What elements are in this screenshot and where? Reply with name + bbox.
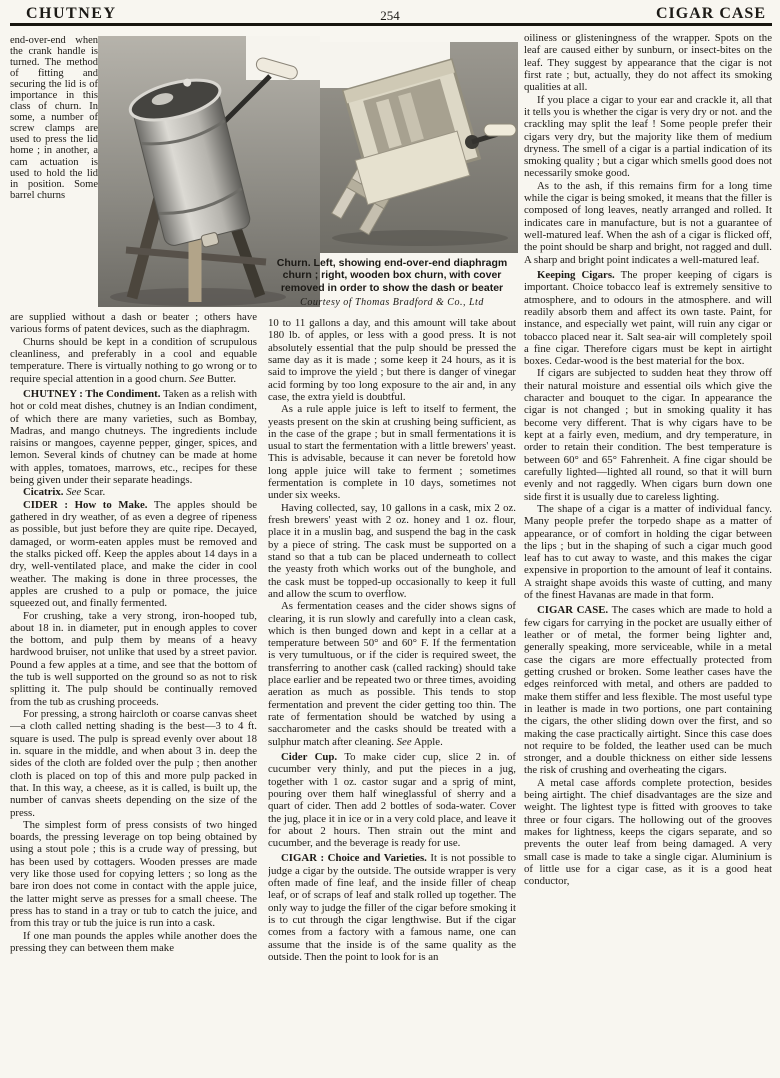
paragraph: As fermentation ceases and the cider shows signs of clearing, it is run slowly and carefully into a clean cask, which is then bunged down and kept in a cellar at a temperature between 50° and 60° F. If the fermentation is very tumultuous, or if the cider is required sweet, the transferring to another cask (called racking) should take place earlier and be repeated two or three times, avoiding aeration as much as possible. This tends to stop fermentation and prevent the cider getting too thin. The rate of fermentation should be watched by using a saccharometer and the casks should be treated with a sulphur match after cleaning. See Apple.	[268, 600, 516, 748]
paragraph: As to the ash, if this remains firm for a long time while the cigar is being smoked, it means that the filler is composed of long leaves, neatly arranged and rolled. It indicates care in manufacture, but is not a guarantee of well-matured leaf. When the ash of a cigar is flicked off, the point should be sharp and bright, not ragged and dull. A sharp and bright point indicates a well-matured leaf.	[524, 179, 772, 266]
churn-photo-right	[320, 42, 518, 253]
paragraph: If one man pounds the apples while another does the pressing they can between them make	[10, 929, 257, 954]
paragraph: are supplied without a dash or beater ; others have various forms of patent devices, such as the diaphragm.	[10, 311, 257, 336]
paragraph: As a rule apple juice is left to itself to ferment, the yeasts present on the skin at crushing being sufficient, as in the case of the grape ; but in small fermentations it is usual to start the fermentation with a little brewers' yeast. This is advisable, because it can never be foretold how long apple juice will take to ferment ; sometimes fermentation is complete in 10 days, sometimes not under six weeks.	[268, 403, 516, 502]
paragraph: If you place a cigar to your ear and crackle it, all that it tells you is whether the cigar is very dry or not. and the crackling may split the leaf ! Some people prefer their cigars very dry, but the majority like them of medium dryness. The smell of a cigar is a partial indication of its smoking quality ; but a cigar which smells good does not necessarily smoke good.	[524, 93, 772, 180]
column-left	[10, 311, 257, 1073]
figure-credit: Courtesy of Thomas Bradford & Co., Ltd	[300, 297, 484, 308]
entry-cicatrix: Cicatrix. See Scar.	[23, 486, 106, 499]
paragraph: A metal case affords complete protection, besides being airtight. The chief disadvantages are the size and weight. The lightest type is fitted with grooves to take three or four cigars. The hollowing out of the grooves makes for lightness, keeps the cigars separate, and so prevents the outer leaf from being damaged. A very small case is made to take a single cigar. Aluminium is of little use for a cigar case, as it is a good heat conductor,	[524, 776, 772, 888]
paragraph: The shape of a cigar is a matter of individual fancy. Many people prefer the torpedo shape as a matter of appearance, or of comfort in holding the cigar between the lips ; but in the shaping of such a cigar much good leaf has to cut away to waste, and this makes the cigar expensive in proportion to the amount of leaf it contains. A straight shape avoids this waste of cutting, and many of the finest Havanas are made in that form.	[524, 502, 772, 602]
paragraph: Churns should be kept in a condition of scrupulous cleanliness, and preferably in a cool and equable temperature. There is virtually nothing to go wrong or to require special attention in a good churn. See Butter.	[10, 335, 257, 385]
entry-keeping-cigars: Keeping Cigars. The proper keeping of cigars is important. Choice tobacco leaf is extremely sensitive to atmosphere, and to odours in the atmosphere. and will readily absorb them and affect its own taste. Paint, for instance, and especially wet paint, will ruin any cigar or tobacco placed near it. Salt sea-air will completely spoil a fine cigar. Therefore cigars must be kept in airtight boxes. Cedar-wood is the best material for the box.	[524, 268, 772, 368]
entry-cider: CIDER : How to Make. The apples should be gathered in dry weather, of as even a degree of ripeness as possible, but just before they are quite ripe. Decayed, damaged, or worm-eaten apples must be removed and the stalks picked off. Keep the apples about 14 days in a dry, well-ventilated place, and make the cider in cool weather. The making is done in three processes, the apples are crushed to a pulp or pomace, the juice squeezed out, and finally fermented.	[10, 498, 257, 610]
running-head-left: CHUTNEY	[26, 5, 117, 22]
paragraph: For crushing, take a very strong, iron-hooped tub, about 18 in. in diameter, put in enough apples to cover the bottom, and pulp them by means of a heavy hardwood bruiser, not unlike that used by a street pavior. Pound a few apples at a time, and see that the bottom of the tub is well supported on the ground so as not to risk splitting it. The pulp should be continually removed from the tub as crushing proceeds.	[10, 609, 257, 708]
page-number: 254	[380, 8, 400, 23]
paragraph: oiliness or glisteningness of the wrapper. Spots on the leaf are caused either by sunburn, or insect-bites on the leaf. They suggest by appearance that the cigar is not first rate ; but, actually, they do not affect its smoking qualities at all.	[524, 32, 772, 94]
paragraph: For pressing, a strong haircloth or coarse canvas sheet—a cloth called netting shading is the best—3 to 4 ft. square is used. The pulp is spread evenly over about 18 in. square in the middle, and when about 3 in. deep the sides of the cloth are folded over the pulp ; then another cloth is placed on top of this and more pulp packed in that. In this way, a cheese, as it is called, is built up, the number of canvas sheets depending on the size of the press.	[10, 708, 257, 819]
header-rule	[10, 23, 772, 26]
paragraph: Having collected, say, 10 gallons in a cask, mix 2 oz. fresh brewers' yeast with 2 oz. honey and 1 oz. flour, place it in a muslin bag, and suspend the bag in the cask by a piece of string. The cask must be supported on a stand so that a tub can be placed underneath to collect the yeasty froth which works out of the bunghole, and the cask must be topped-up occasionally to keep it full and allow the scum to overflow.	[268, 501, 516, 600]
running-head-right: CIGAR CASE	[655, 5, 766, 22]
figure-caption: Churn. Left, showing end-over-end diaphragm churn ; right, wooden box churn, with cover removed in order to show the dash or beater	[276, 257, 508, 294]
column-right	[524, 32, 772, 1073]
entry-cigar: CIGAR : Choice and Varieties. It is not possible to judge a cigar by the outside. The outside wrapper is very often made of fine leaf, and the inside filler of cheap leaf, or of scraps of leaf and stalk rolled up together. The only way to judge the filler of the cigar before smoking it is to cut through the cigar lengthwise. But if the cigar comes from a factory with a famous name, one can assume that the inside is of the same quality as the outside. Then the point to look for is an	[268, 852, 516, 963]
entry-cigar-case: CIGAR CASE. The cases which are made to hold a few cigars for carrying in the pocket are usually either of leather or of metal, the former being lighter and, generally speaking, more serviceable, while in a metal case the cigars are more effectually protected from getting crushed or broken. Some leather cases have the edges reinforced with metal, and others are padded to make them stiffer and less flexible. The most useful type in leather is made in two portions, one part containing the cigars, the other sliding down over the first, and so making the case practically airtight. Since this case does not require to be folded, the leather used can be much stronger, and a double thickness on either side lessens the risk of crushing and overheating the cigars.	[524, 604, 772, 777]
entry-cider-cup: Cider Cup. To make cider cup, slice 2 in. of cucumber very thinly, and put the pieces in a jug, together with 1 oz. castor sugar and a sprig of mint, pouring over them half wineglassful of sherry and a quart of cider. Then add 2 bottles of soda-water. Cover the jug, place it in ice or in a very cold place, and leave it for about 2 hours. Then strain out the mint and cucumber, and the beverage is ready for use.	[268, 750, 516, 850]
paragraph: If cigars are subjected to sudden heat they throw off their natural moisture and essential oils which give the character and bouquet to the cigar. In appearance the cigar is not changed ; but in smoking quality it has become very different. That is why cigars have to be kept at a fairly even, medium, and dry temperature, in order to retain their condition. The best temperature is between 60° and 65° Fahrenheit. A fine cigar should be carefully lighted—lighted all round, so that it will burn evenly and not raggedly. When cigars burn down one side first it is usually due to careless lighting.	[524, 367, 772, 503]
paragraph: The simplest form of press consists of two hinged boards, the pressing leverage on top being obtained by using a stout pole ; this is a crude way of pressing, but has been used by cottagers. Wooden presses are made very like those used for copying letters ; so long as the bare iron does not come in contact with the apple juice, the latter might serve as presses for a small cheese. The press has to stand in a tray or tub to catch the juice, and from this tray or tub the juice is run into a cask.	[10, 818, 257, 930]
entry-chutney-condiment: CHUTNEY : The Condiment. Taken as a relish with hot or cold meat dishes, chutney is an Indian condiment, of which there are many varieties, such as Bombay, Madras, and mango chutneys. The ingredients include raisins or mangoes, cayenne pepper, ginger, spices, and lemon. Several kinds of chutney can be made at home with apples, tomatoes, marrows, etc., recipes for these being given under their separate headings.	[10, 387, 257, 487]
paragraph: 10 to 11 gallons a day, and this amount will take about 180 lb. of apples, or less with a good press. It is not absolutely essential that the pulp should be pressed the same day as it is made ; some keep it 24 hours, as it is said to improve the yield ; but there is danger of vinegar acid forming by too long exposure to the air and, in any case, the extra yield is doubtful.	[268, 317, 516, 403]
column-left-wrap-text: end-over-end when the crank handle is turned. The method of fitting and securing the lid is of importance in this class of churn. In some, a number of screw clamps are used to press the lid home ; in another, a cam actuation is used to hold the lid in position. Some barrel churns	[10, 35, 98, 201]
column-middle	[268, 317, 516, 1073]
